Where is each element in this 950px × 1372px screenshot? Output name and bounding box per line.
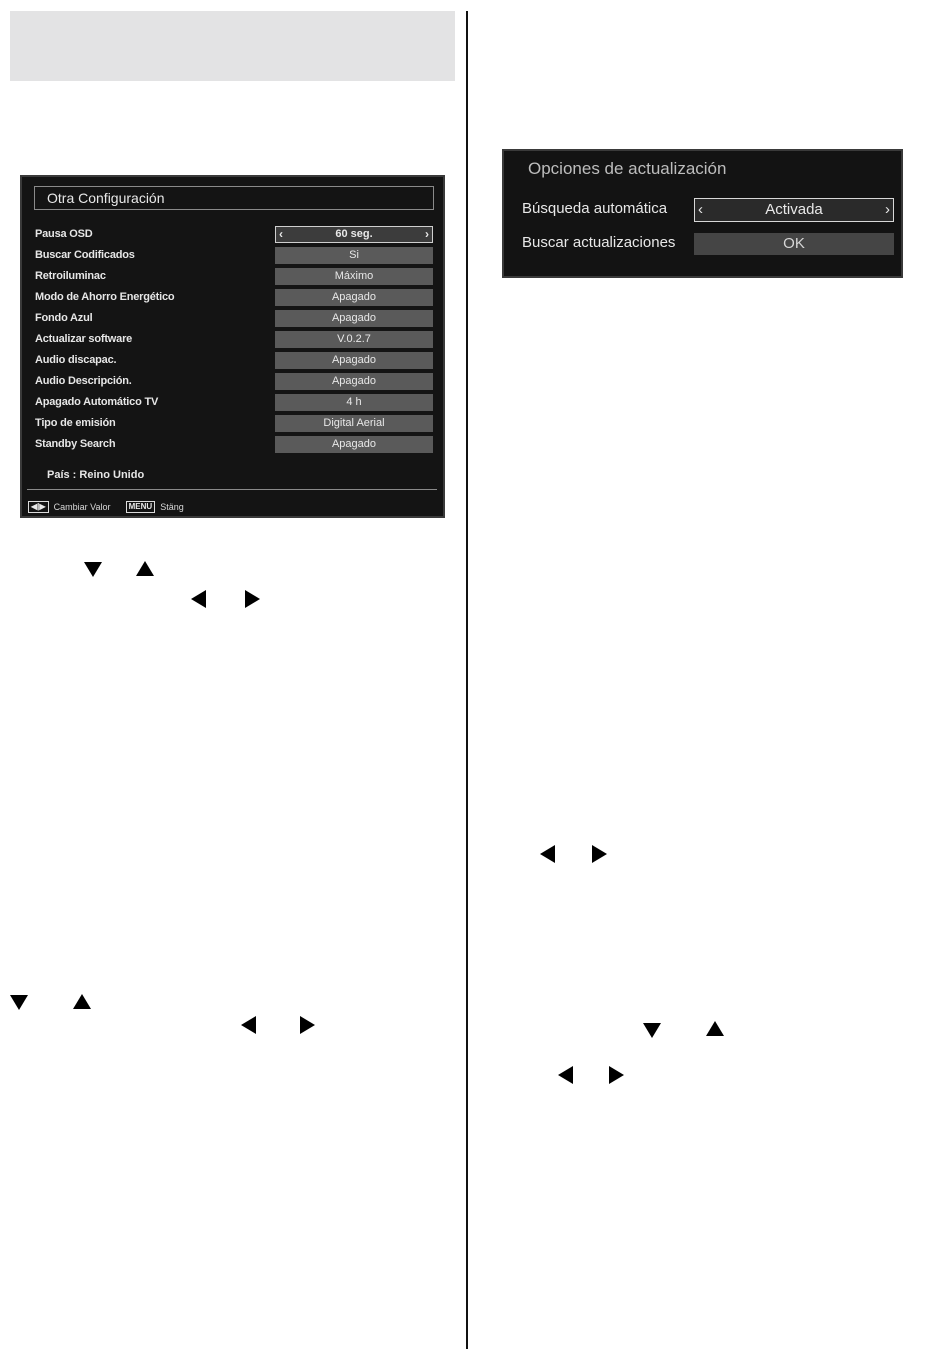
arrow-up-icon [73, 994, 91, 1009]
settings-row-label: Apagado Automático TV [35, 396, 159, 408]
settings-row-broadcast-type[interactable] [35, 415, 435, 432]
osd-other-settings-panel [20, 175, 445, 518]
chevron-left-icon: ‹ [698, 201, 703, 218]
arrow-right-icon [592, 845, 607, 863]
arrow-left-icon [241, 1016, 256, 1034]
menu-key-icon: MENU [126, 501, 156, 513]
arrow-down-icon [10, 995, 28, 1010]
change-value-hint: Cambiar Valor [53, 501, 111, 512]
settings-row-label: Buscar Codificados [35, 249, 135, 261]
arrow-down-icon [84, 562, 102, 577]
osd-panel-title: Otra Configuración [34, 186, 434, 210]
settings-row-label: Modo de Ahorro Energético [35, 291, 175, 303]
settings-row-value[interactable]: Apagado [275, 289, 433, 306]
settings-row-label: Audio Descripción. [35, 375, 132, 387]
auto-search-label: Búsqueda automática [522, 200, 668, 217]
settings-row-value[interactable]: Si [275, 247, 433, 264]
arrow-left-icon [558, 1066, 573, 1084]
arrow-down-icon [643, 1023, 661, 1038]
arrow-right-icon [245, 590, 260, 608]
auto-search-value: Activada [765, 201, 823, 218]
osd-update-options-panel [502, 149, 903, 278]
arrow-left-icon [540, 845, 555, 863]
settings-row-label: Audio discapac. [35, 354, 117, 366]
settings-row-osd-timeout[interactable] [35, 226, 435, 243]
settings-row-value[interactable]: Apagado [275, 373, 433, 390]
settings-row-value[interactable]: 4 h [275, 394, 433, 411]
settings-row-value[interactable]: Apagado [275, 436, 433, 453]
settings-row-audio-description[interactable] [35, 373, 435, 390]
left-right-key-icon: ◀|▶ [28, 501, 49, 513]
settings-row-label: Fondo Azul [35, 312, 93, 324]
settings-row-auto-tv-off[interactable] [35, 394, 435, 411]
settings-row-power-save[interactable] [35, 289, 435, 306]
arrow-up-icon [706, 1021, 724, 1036]
auto-search-selector[interactable] [694, 198, 894, 222]
footer-divider [27, 489, 437, 490]
settings-row-value[interactable]: Apagado [275, 310, 433, 327]
settings-row-scan-encrypted[interactable] [35, 247, 435, 264]
settings-row-standby-search[interactable] [35, 436, 435, 453]
arrow-right-icon [300, 1016, 315, 1034]
settings-row-hard-of-hearing[interactable] [35, 352, 435, 369]
section-header-box [10, 11, 455, 81]
settings-row-blue-background[interactable] [35, 310, 435, 327]
settings-row-value[interactable]: V.0.2.7 [275, 331, 433, 348]
osd-footer [28, 496, 428, 510]
arrow-up-icon [136, 561, 154, 576]
settings-row-label: Actualizar software [35, 333, 133, 345]
settings-row-software-update[interactable] [35, 331, 435, 348]
check-updates-label: Buscar actualizaciones [522, 234, 676, 251]
settings-row-value[interactable] [275, 226, 433, 243]
country-label: País : Reino Unido [47, 469, 145, 481]
settings-row-backlight[interactable] [35, 268, 435, 285]
check-updates-ok-button[interactable]: OK [694, 233, 894, 255]
settings-row-label: Retroiluminac [35, 270, 106, 282]
column-divider [466, 11, 468, 1349]
settings-row-label: Tipo de emisión [35, 417, 116, 429]
close-hint: Stäng [160, 501, 184, 512]
settings-row-value[interactable]: Máximo [275, 268, 433, 285]
chevron-right-icon: › [885, 201, 890, 218]
settings-row-value-text: 60 seg. [335, 228, 373, 240]
arrow-left-icon [191, 590, 206, 608]
arrow-right-icon [609, 1066, 624, 1084]
settings-row-value[interactable]: Apagado [275, 352, 433, 369]
settings-row-label: Pausa OSD [35, 228, 93, 240]
chevron-right-icon: › [425, 227, 429, 241]
osd-panel-title: Opciones de actualización [528, 159, 727, 178]
chevron-left-icon: ‹ [279, 227, 283, 241]
settings-row-value[interactable]: Digital Aerial [275, 415, 433, 432]
settings-row-label: Standby Search [35, 438, 116, 450]
